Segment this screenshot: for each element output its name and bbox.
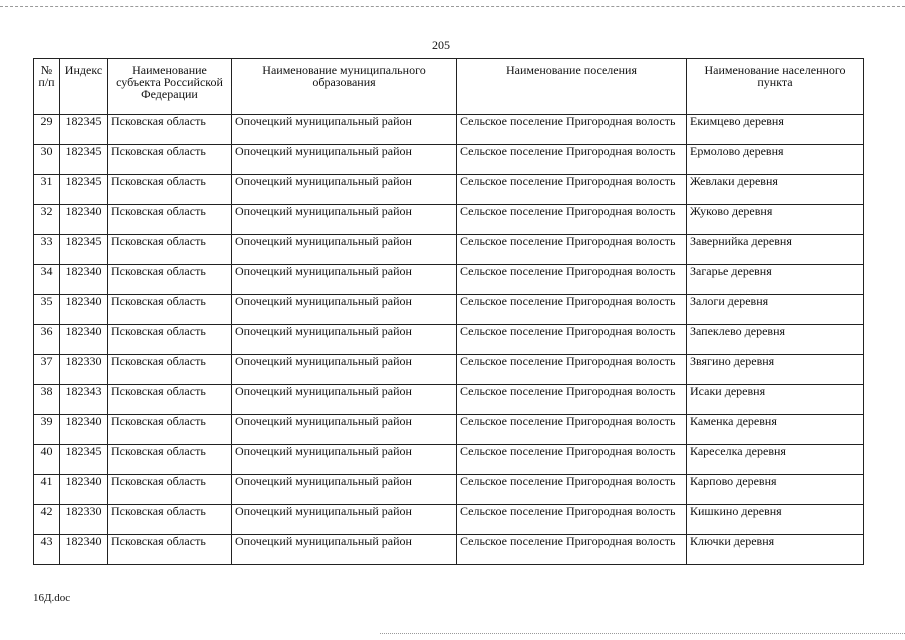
- cell-index: 182345: [60, 145, 108, 175]
- cell-number: 39: [34, 415, 60, 445]
- cell-settlement: Сельское поселение Пригородная волость: [457, 415, 687, 445]
- cell-locality: Звягино деревня: [687, 355, 864, 385]
- cell-municipality: Опочецкий муниципальный район: [232, 415, 457, 445]
- cell-settlement: Сельское поселение Пригородная волость: [457, 175, 687, 205]
- cell-index: 182345: [60, 175, 108, 205]
- cell-index: 182345: [60, 115, 108, 145]
- cell-locality: Каменка деревня: [687, 415, 864, 445]
- table-row: [34, 475, 864, 505]
- cell-locality: Запеклево деревня: [687, 325, 864, 355]
- cell-index: 182343: [60, 385, 108, 415]
- cell-settlement: Сельское поселение Пригородная волость: [457, 355, 687, 385]
- cell-municipality: Опочецкий муниципальный район: [232, 175, 457, 205]
- cell-settlement: Сельское поселение Пригородная волость: [457, 385, 687, 415]
- settlements-table: [33, 58, 864, 565]
- cell-locality: Кишкино деревня: [687, 505, 864, 535]
- cell-settlement: Сельское поселение Пригородная волость: [457, 295, 687, 325]
- cell-index: 182340: [60, 295, 108, 325]
- cell-index: 182340: [60, 475, 108, 505]
- table-row: [34, 415, 864, 445]
- cell-settlement: Сельское поселение Пригородная волость: [457, 265, 687, 295]
- cell-locality: Жевлаки деревня: [687, 175, 864, 205]
- cell-municipality: Опочецкий муниципальный район: [232, 145, 457, 175]
- cell-locality: Залоги деревня: [687, 295, 864, 325]
- cell-number: 40: [34, 445, 60, 475]
- cell-subject: Псковская область: [108, 175, 232, 205]
- table-row: [34, 355, 864, 385]
- header-number: № п/п: [34, 59, 60, 115]
- scan-edge-bottom: [380, 633, 905, 634]
- table-row: [34, 145, 864, 175]
- cell-subject: Псковская область: [108, 475, 232, 505]
- cell-subject: Псковская область: [108, 145, 232, 175]
- cell-settlement: Сельское поселение Пригородная волость: [457, 145, 687, 175]
- cell-municipality: Опочецкий муниципальный район: [232, 535, 457, 565]
- cell-locality: Завернийка деревня: [687, 235, 864, 265]
- cell-subject: Псковская область: [108, 115, 232, 145]
- cell-settlement: Сельское поселение Пригородная волость: [457, 535, 687, 565]
- cell-subject: Псковская область: [108, 415, 232, 445]
- cell-subject: Псковская область: [108, 355, 232, 385]
- cell-index: 182340: [60, 265, 108, 295]
- table-row: [34, 325, 864, 355]
- cell-municipality: Опочецкий муниципальный район: [232, 295, 457, 325]
- table-row: [34, 535, 864, 565]
- cell-subject: Псковская область: [108, 295, 232, 325]
- cell-index: 182345: [60, 235, 108, 265]
- cell-index: 182340: [60, 415, 108, 445]
- cell-number: 34: [34, 265, 60, 295]
- table-row: [34, 235, 864, 265]
- table-row: [34, 115, 864, 145]
- cell-number: 41: [34, 475, 60, 505]
- cell-number: 31: [34, 175, 60, 205]
- cell-locality: Карпово деревня: [687, 475, 864, 505]
- table-row: [34, 445, 864, 475]
- cell-subject: Псковская область: [108, 265, 232, 295]
- cell-subject: Псковская область: [108, 325, 232, 355]
- footer-filename: 16Д.doc: [33, 592, 71, 604]
- cell-settlement: Сельское поселение Пригородная волость: [457, 325, 687, 355]
- table-header-row: [34, 59, 864, 115]
- cell-number: 33: [34, 235, 60, 265]
- scan-edge-top: [0, 6, 905, 7]
- cell-locality: Ермолово деревня: [687, 145, 864, 175]
- table-row: [34, 175, 864, 205]
- cell-number: 37: [34, 355, 60, 385]
- cell-settlement: Сельское поселение Пригородная волость: [457, 115, 687, 145]
- cell-municipality: Опочецкий муниципальный район: [232, 205, 457, 235]
- cell-locality: Кареселка деревня: [687, 445, 864, 475]
- cell-settlement: Сельское поселение Пригородная волость: [457, 445, 687, 475]
- cell-index: 182340: [60, 535, 108, 565]
- cell-locality: Жуково деревня: [687, 205, 864, 235]
- cell-locality: Ключки деревня: [687, 535, 864, 565]
- header-settlement: Наименование поселения: [457, 59, 687, 115]
- cell-number: 35: [34, 295, 60, 325]
- cell-municipality: Опочецкий муниципальный район: [232, 265, 457, 295]
- cell-municipality: Опочецкий муниципальный район: [232, 385, 457, 415]
- cell-settlement: Сельское поселение Пригородная волость: [457, 205, 687, 235]
- cell-number: 29: [34, 115, 60, 145]
- table-row: [34, 505, 864, 535]
- cell-subject: Псковская область: [108, 385, 232, 415]
- cell-index: 182340: [60, 205, 108, 235]
- header-index: Индекс: [60, 59, 108, 115]
- cell-subject: Псковская область: [108, 235, 232, 265]
- header-locality: Наименование населенного пункта: [687, 59, 864, 115]
- header-subject: Наименование субъекта Российской Федерации: [108, 59, 232, 115]
- cell-municipality: Опочецкий муниципальный район: [232, 505, 457, 535]
- cell-subject: Псковская область: [108, 535, 232, 565]
- cell-settlement: Сельское поселение Пригородная волость: [457, 235, 687, 265]
- table-body: [34, 115, 864, 565]
- cell-municipality: Опочецкий муниципальный район: [232, 475, 457, 505]
- cell-number: 42: [34, 505, 60, 535]
- cell-number: 36: [34, 325, 60, 355]
- table-row: [34, 295, 864, 325]
- header-municipality: Наименование муниципального образования: [232, 59, 457, 115]
- cell-index: 182330: [60, 355, 108, 385]
- cell-locality: Загарье деревня: [687, 265, 864, 295]
- table-row: [34, 265, 864, 295]
- cell-municipality: Опочецкий муниципальный район: [232, 325, 457, 355]
- table-row: [34, 205, 864, 235]
- cell-municipality: Опочецкий муниципальный район: [232, 115, 457, 145]
- cell-subject: Псковская область: [108, 205, 232, 235]
- cell-index: 182345: [60, 445, 108, 475]
- cell-number: 43: [34, 535, 60, 565]
- cell-number: 38: [34, 385, 60, 415]
- cell-municipality: Опочецкий муниципальный район: [232, 445, 457, 475]
- cell-municipality: Опочецкий муниципальный район: [232, 355, 457, 385]
- cell-number: 32: [34, 205, 60, 235]
- cell-locality: Екимцево деревня: [687, 115, 864, 145]
- cell-locality: Исаки деревня: [687, 385, 864, 415]
- cell-settlement: Сельское поселение Пригородная волость: [457, 505, 687, 535]
- cell-index: 182340: [60, 325, 108, 355]
- cell-municipality: Опочецкий муниципальный район: [232, 235, 457, 265]
- table-row: [34, 385, 864, 415]
- cell-subject: Псковская область: [108, 445, 232, 475]
- page-number: 205: [432, 38, 450, 52]
- cell-subject: Псковская область: [108, 505, 232, 535]
- cell-number: 30: [34, 145, 60, 175]
- cell-index: 182330: [60, 505, 108, 535]
- cell-settlement: Сельское поселение Пригородная волость: [457, 475, 687, 505]
